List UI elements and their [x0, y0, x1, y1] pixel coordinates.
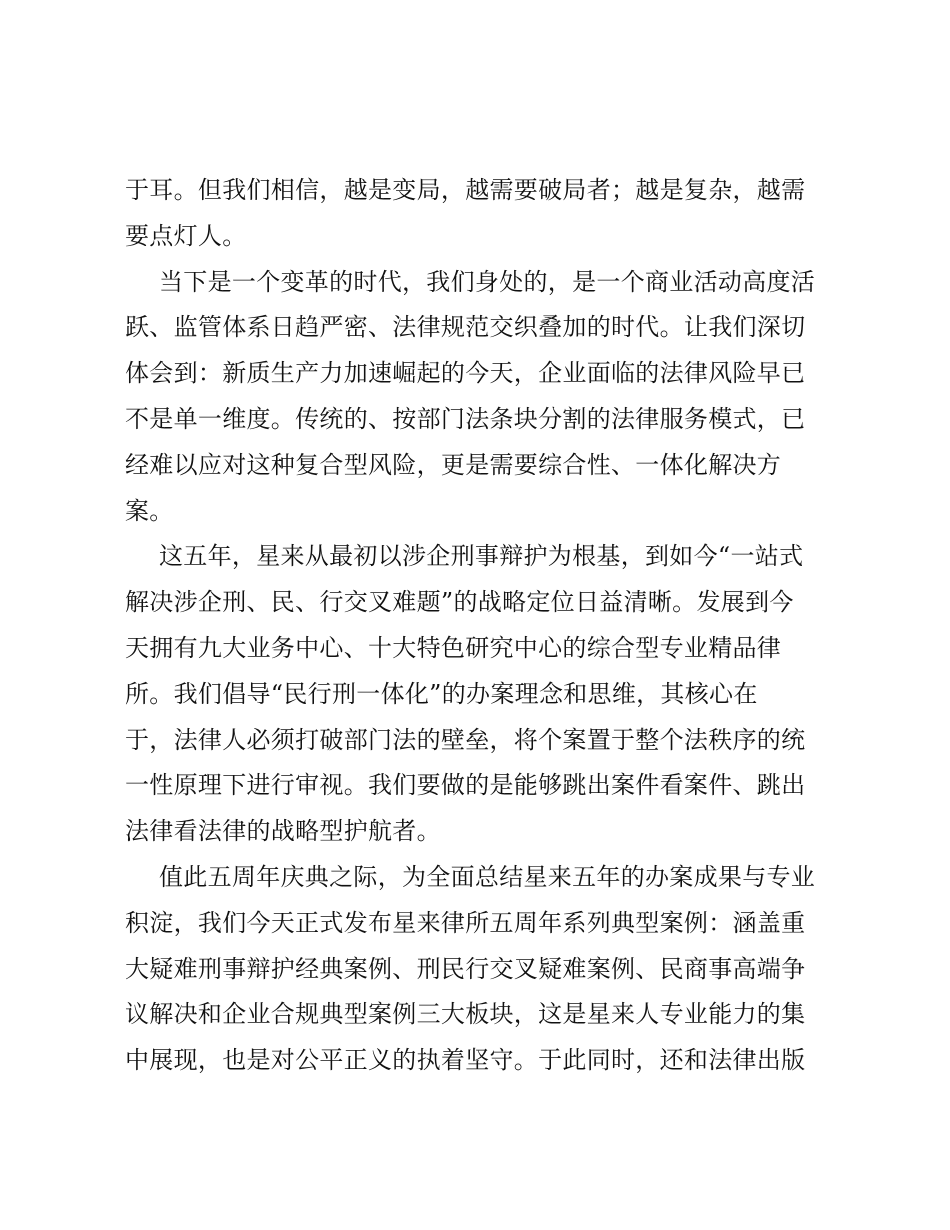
- paragraph-start-line: 当下是一个变革的时代，我们身处的，是一个商业活动高度活: [159, 267, 816, 296]
- text-line: 于耳。但我们相信，越是变局，越需要破局者；越是复杂，越需: [125, 176, 806, 204]
- text-line: 中展现，也是对公平正义的执着坚守。于此同时，还和法律出版: [125, 1046, 806, 1075]
- text-line: 天拥有九大业务中心、十大特色研究中心的综合型专业精品律: [125, 633, 782, 662]
- text-line: 解决涉企刑、民、行交叉难题”的战略定位日益清晰。发展到今: [125, 588, 794, 617]
- text-line: 体会到：新质生产力加速崛起的今天，企业面临的法律风险早已: [125, 359, 806, 388]
- text-line: 大疑难刑事辩护经典案例、刑民行交叉疑难案例、民商事高端争: [125, 954, 806, 983]
- text-line: 一性原理下进行审视。我们要做的是能够跳出案件看案件、跳出: [125, 771, 806, 800]
- text-line: 要点灯人。: [125, 221, 247, 250]
- body-text: [125, 168, 845, 1084]
- text-line: 经难以应对这种复合型风险，更是需要综合性、一体化解决方: [125, 450, 782, 479]
- text-line: 案。: [125, 496, 174, 525]
- paragraph-start-line: 值此五周年庆典之际，为全面总结星来五年的办案成果与专业: [159, 862, 816, 891]
- paragraph-start-line: 这五年，星来从最初以涉企刑事辩护为根基，到如今“一站式: [159, 542, 804, 571]
- text-line: 跃、监管体系日趋严密、法律规范交织叠加的时代。让我们深切: [125, 313, 806, 342]
- text-line: 所。我们倡导“民行刑一体化”的办案理念和思维，其核心在: [125, 679, 758, 708]
- text-line: 法律看法律的战略型护航者。: [125, 817, 441, 846]
- text-line: 不是单一维度。传统的、按部门法条块分割的法律服务模式，已: [125, 404, 806, 433]
- text-line: 议解决和企业合规典型案例三大板块，这是星来人专业能力的集: [125, 1000, 806, 1029]
- text-line: 于，法律人必须打破部门法的壁垒，将个案置于整个法秩序的统: [125, 725, 806, 754]
- text-line: 积淀，我们今天正式发布星来律所五周年系列典型案例：涵盖重: [125, 908, 806, 937]
